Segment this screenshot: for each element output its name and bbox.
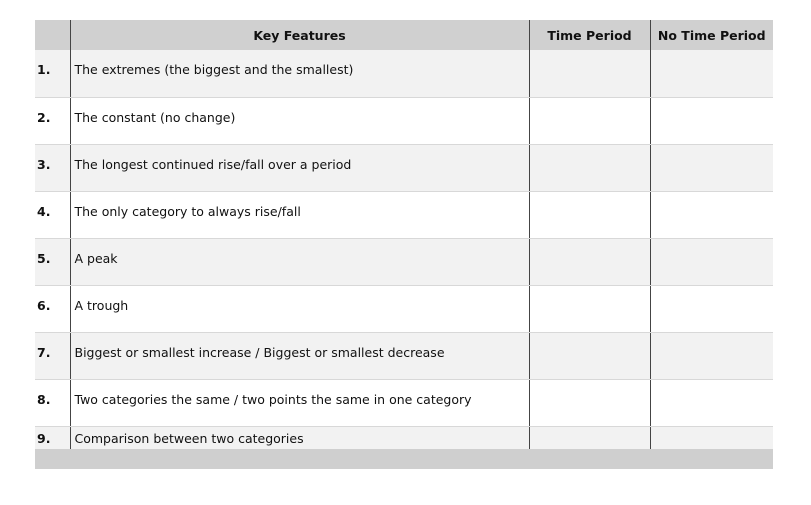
row-no-time-period-cell[interactable] <box>650 50 773 97</box>
table-row <box>35 379 773 426</box>
row-no-time-period-cell[interactable] <box>650 238 773 285</box>
table-header-row <box>35 20 773 50</box>
row-no-time-period-cell[interactable] <box>650 332 773 379</box>
row-time-period-cell[interactable] <box>529 144 650 191</box>
row-feature: Two categories the same / two points the same in one category <box>70 379 529 426</box>
row-feature: The longest continued rise/fall over a period <box>70 144 529 191</box>
row-number: 5. <box>35 238 70 285</box>
key-features-table-container <box>35 20 773 469</box>
row-time-period-cell[interactable] <box>529 332 650 379</box>
row-time-period-cell[interactable] <box>529 97 650 144</box>
header-key-features: Key Features <box>70 20 529 50</box>
row-time-period-cell[interactable] <box>529 379 650 426</box>
key-features-table <box>35 20 773 449</box>
row-no-time-period-cell[interactable] <box>650 426 773 449</box>
row-time-period-cell[interactable] <box>529 238 650 285</box>
table-row <box>35 426 773 449</box>
table-row <box>35 285 773 332</box>
header-number <box>35 20 70 50</box>
row-number: 4. <box>35 191 70 238</box>
row-feature: The only category to always rise/fall <box>70 191 529 238</box>
row-feature: The constant (no change) <box>70 97 529 144</box>
row-feature: A trough <box>70 285 529 332</box>
row-number: 9. <box>37 430 51 446</box>
row-time-period-cell[interactable] <box>529 426 650 449</box>
row-feature: Biggest or smallest increase / Biggest or smallest decrease <box>70 332 529 379</box>
row-no-time-period-cell[interactable] <box>650 285 773 332</box>
row-feature: Comparison between two categories <box>70 426 529 449</box>
row-time-period-cell[interactable] <box>529 191 650 238</box>
row-number: 2. <box>35 97 70 144</box>
table-row <box>35 191 773 238</box>
row-number: 7. <box>35 332 70 379</box>
header-no-time-period: No Time Period <box>650 20 773 50</box>
table-row <box>35 332 773 379</box>
row-number: 8. <box>35 379 70 426</box>
header-time-period: Time Period <box>529 20 650 50</box>
row-feature: A peak <box>70 238 529 285</box>
row-time-period-cell[interactable] <box>529 285 650 332</box>
table-footer-bar <box>35 449 773 469</box>
row-no-time-period-cell[interactable] <box>650 379 773 426</box>
row-no-time-period-cell[interactable] <box>650 144 773 191</box>
row-feature: The extremes (the biggest and the smallest) <box>70 50 529 97</box>
table-row <box>35 50 773 97</box>
table-row <box>35 144 773 191</box>
row-number: 1. <box>35 50 70 97</box>
row-number: 6. <box>35 285 70 332</box>
row-no-time-period-cell[interactable] <box>650 97 773 144</box>
row-no-time-period-cell[interactable] <box>650 191 773 238</box>
table-row <box>35 238 773 285</box>
row-time-period-cell[interactable] <box>529 50 650 97</box>
row-number: 3. <box>35 144 70 191</box>
table-row <box>35 97 773 144</box>
